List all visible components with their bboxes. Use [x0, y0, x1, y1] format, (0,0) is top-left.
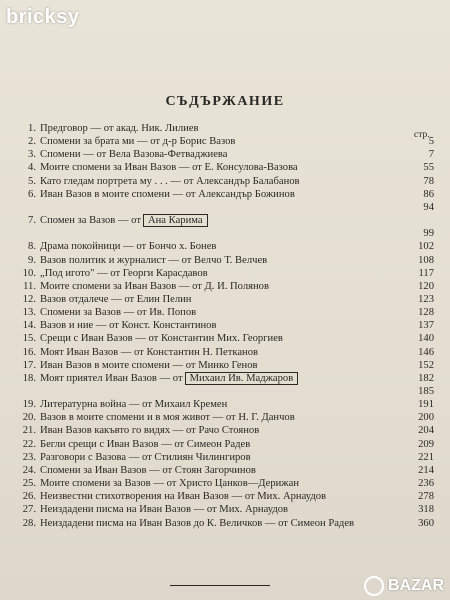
toc-entry-page: 128 [418, 307, 434, 319]
toc-entry-page: 86 [423, 188, 434, 200]
toc-entry [20, 201, 434, 214]
toc-entry-page: 137 [418, 320, 434, 332]
toc-entry-text: Спомени за Иван Вазов — от Стоян Загорчинов [40, 464, 256, 476]
toc-entry-number: 7. [28, 215, 36, 227]
toc-entry-text: Вазов и ние — от Конст. Константинов [40, 320, 217, 332]
toc-entry-page: 209 [418, 438, 434, 450]
toc-entry [20, 227, 434, 240]
toc-entry-page: 120 [418, 280, 434, 292]
toc-entry-text: Иван Вазов в моите спомени — от Минко Генов [40, 359, 258, 371]
toc-entry-page: 102 [418, 241, 434, 253]
toc-entry-page: 146 [418, 346, 434, 358]
toc-entry-page: 123 [418, 293, 434, 305]
toc-entry [20, 161, 434, 174]
toc-entry [20, 188, 434, 201]
toc-entry [20, 280, 434, 293]
toc-entry [20, 385, 434, 398]
toc-entry-page: 94 [423, 201, 434, 213]
toc-entry-number: 10. [22, 267, 36, 279]
toc-entry-number: 16. [22, 346, 36, 358]
toc-entry-number: 11. [23, 280, 36, 292]
toc-entry-number: 22. [22, 438, 36, 450]
toc-entry-page: 360 [418, 517, 434, 529]
toc-entry [20, 424, 434, 437]
toc-entry-number: 13. [22, 307, 36, 319]
toc-entry-number: 24. [22, 464, 36, 476]
toc-entry [20, 411, 434, 424]
toc-entry [20, 503, 434, 516]
toc-entry [20, 148, 434, 161]
toc-entry-page: 140 [418, 333, 434, 345]
toc-entry-text: Предговор — от акад. Ник. Лилиев [40, 123, 199, 134]
toc-entry-number: 23. [22, 451, 36, 463]
toc-entry-text: Вазов политик и журналист — от Велчо Т. Велчев [40, 254, 268, 266]
toc-entry-text: Спомени за брата ми — от д-р Борис Вазов [40, 136, 236, 148]
toc-entry-number: 19. [22, 399, 36, 411]
toc-entry-page: 55 [423, 162, 434, 174]
toc-entry [20, 293, 434, 306]
page-title: СЪДЪРЖАНИЕ [165, 94, 285, 109]
toc-entry-number: 12. [22, 293, 36, 305]
toc-entry-text: Моят Иван Вазов — от Константин Н. Петканов [40, 346, 258, 358]
toc-entry-text: Вазов в моите спомени и в моя живот — от Н. Г. Данчов [40, 412, 295, 424]
toc-entry [20, 438, 434, 451]
toc-entry [20, 332, 434, 345]
toc-entry-text: Бегли срещи с Иван Вазов — от Симеон Радев [40, 438, 251, 450]
toc-entry-page: 236 [418, 478, 434, 490]
toc-entry [20, 517, 434, 530]
toc-entry-text: Моите спомени за Вазов — от Христо Цанков—Дерижан [40, 478, 300, 490]
toc-entry-text: Моите спомени за Иван Вазов — от Е. Консулова-Вазова [40, 162, 298, 174]
toc-entry-page: 117 [418, 267, 434, 279]
toc-entry-number: 21. [22, 425, 36, 437]
toc-entry-page: 278 [418, 491, 434, 503]
toc-entry-text: „Под игото" — от Георги Карасдавов [40, 267, 208, 279]
toc-entry-number: 26. [22, 491, 36, 503]
toc-entry-text: Иван Вазов в моите спомени — от Александър Божинов [40, 188, 295, 200]
toc-entry [20, 240, 434, 253]
toc-entry-number: 5. [28, 175, 36, 187]
toc-entry [20, 451, 434, 464]
toc-entry-page: 7 [428, 149, 434, 161]
toc-entry-page: 221 [418, 451, 434, 463]
toc-entry-page: 108 [418, 254, 434, 266]
toc-entry [20, 477, 434, 490]
toc-entry-page: 214 [418, 464, 434, 476]
watermark-top: bricksy [6, 6, 80, 28]
toc-entry-number: 2. [28, 136, 36, 148]
toc-entry-number: 27. [22, 504, 36, 516]
toc-entry-page: 99 [423, 228, 434, 240]
toc-entry-text: Вазов отдалече — от Елин Пелин [40, 293, 192, 305]
toc-entry [20, 267, 434, 280]
toc-entry-page: 318 [418, 504, 434, 516]
toc-entry-text: Моят приятел Иван Вазов — от [40, 372, 183, 384]
toc-entry-page: 182 [418, 372, 434, 384]
page-column-header: стр. [414, 130, 430, 140]
toc-entry-number: 4. [28, 162, 36, 174]
toc-entry-number: 20. [22, 412, 36, 424]
toc-entry [20, 254, 434, 267]
watermark-bottom-text: BAZAR [388, 577, 444, 594]
toc-entry-number: 17. [22, 359, 36, 371]
bazar-logo-icon [364, 576, 384, 596]
toc-entry [20, 319, 434, 332]
toc-entry-number: 8. [28, 241, 36, 253]
bottom-rule [170, 585, 270, 586]
toc-entry-text: Драма покойници — от Бончо х. Бонев [40, 241, 217, 253]
toc-entry-number: 15. [22, 333, 36, 345]
toc-entry-boxed-author: Михаил Ив. Маджаров [185, 372, 299, 385]
toc-entry [20, 122, 420, 135]
toc-entry-text: Спомени за Вазов — от Ив. Попов [40, 307, 197, 319]
toc-entry-number: 9. [28, 254, 36, 266]
toc-entry-text: Неиздадени писма на Иван Вазов до К. Величков — от Симеон Радев [40, 517, 355, 529]
toc-entry [20, 214, 420, 227]
toc-entry-text: Неиздадени писма на Иван Вазов — от Мих. Арнаудов [40, 504, 289, 516]
toc-entry-number: 14. [22, 320, 36, 332]
toc-entry-page: 78 [423, 175, 434, 187]
toc-entry [20, 359, 434, 372]
toc-entry-page: 204 [418, 425, 434, 437]
toc-entry [20, 398, 434, 411]
toc-entry [20, 306, 434, 319]
toc-entry [20, 175, 434, 188]
toc-entry-text: Срещи с Иван Вазов — от Константин Мих. Георгиев [40, 333, 283, 345]
toc-entry [20, 464, 434, 477]
toc-entry-page: 152 [418, 359, 434, 371]
toc-entry-number: 28. [22, 517, 36, 529]
toc-entry-text: Спомени — от Вела Вазова-Фетваджиева [40, 149, 228, 161]
toc-entry-text: Литературна война — от Михаил Кремен [40, 399, 228, 411]
toc-entry-text: Спомен за Вазов — от [40, 215, 141, 227]
toc-entry-number: 25. [22, 478, 36, 490]
toc-entry-text: Иван Вазов какъвто го видях — от Рачо Стоянов [40, 425, 260, 437]
toc-entry-page: 200 [418, 412, 434, 424]
watermark-bottom [364, 576, 444, 596]
toc-entry-number: 3. [28, 149, 36, 161]
toc-entry-number: 18. [22, 372, 36, 384]
toc-entry-page: 191 [418, 399, 434, 411]
toc-entry-text: Като гледам портрета му . . . — от Александър Балабанов [40, 175, 300, 187]
toc-entry [20, 372, 434, 385]
toc-entry-boxed-author: Ана Карима [143, 214, 208, 227]
toc-entry-text: Моите спомени за Иван Вазов — от Д. И. Полянов [40, 280, 269, 292]
toc-entry-text: Разговори с Вазова — от Стилиян Чилингиров [40, 451, 251, 463]
toc-entry [20, 346, 434, 359]
toc-entry-page: 5 [428, 136, 434, 148]
toc-entry [20, 490, 434, 503]
toc-entry-number: 6. [28, 188, 36, 200]
toc-entry-text: Неизвестни стихотворения на Иван Вазов — от Мих. Арнаудов [40, 491, 327, 503]
toc-entry-number: 1. [28, 123, 36, 134]
toc-entry-page: 185 [418, 386, 434, 397]
